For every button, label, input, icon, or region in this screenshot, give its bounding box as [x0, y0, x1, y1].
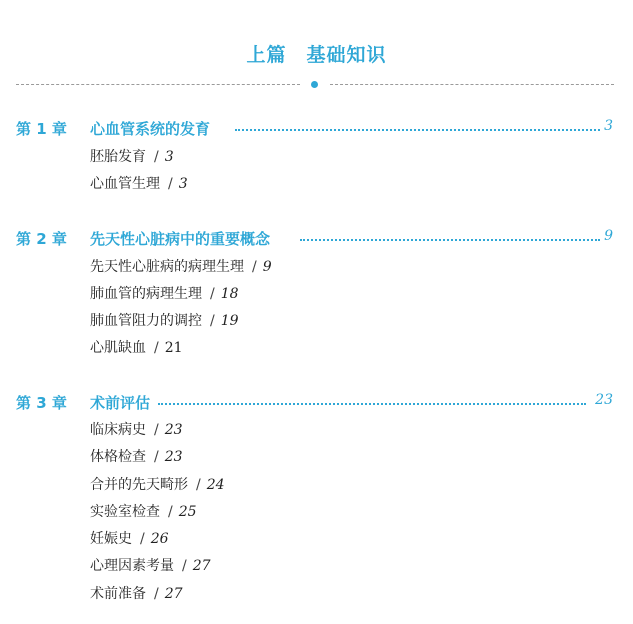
- chapter-page-number: 23: [595, 392, 613, 408]
- toc-entry[interactable]: [90, 256, 272, 276]
- entry-page-number: 3: [164, 149, 174, 165]
- entry-page-number: 24: [206, 477, 225, 493]
- toc-entry[interactable]: [90, 446, 183, 466]
- chapter-1-heading[interactable]: [0, 118, 633, 140]
- dot-leader: [300, 239, 600, 241]
- chapter-page-number: 9: [604, 228, 613, 244]
- entry-page-number: 18: [220, 286, 239, 302]
- toc-entry[interactable]: [90, 419, 183, 439]
- chapter-number: 第 2 章: [16, 230, 67, 248]
- entry-title: 心肌缺血: [90, 340, 146, 356]
- entry-title: 心血管生理: [90, 176, 160, 192]
- entry-separator: /: [154, 340, 159, 356]
- chapter-title: 术前评估: [90, 392, 156, 413]
- toc-entry[interactable]: [90, 146, 174, 166]
- toc-entry[interactable]: [90, 283, 239, 303]
- entry-page-number: 21: [164, 340, 183, 356]
- entry-title: 心理因素考量: [90, 558, 174, 574]
- section-divider: [16, 79, 614, 91]
- entry-page-number: 27: [192, 558, 211, 574]
- entry-page-number: 23: [164, 422, 183, 438]
- chapter-title: 先天性心脏病中的重要概念: [90, 228, 276, 249]
- divider-line-left: [16, 84, 300, 85]
- entry-title: 肺血管的病理生理: [90, 286, 202, 302]
- entry-separator: /: [154, 449, 159, 465]
- entry-separator: /: [210, 286, 215, 302]
- entry-page-number: 25: [178, 504, 197, 520]
- entry-page-number: 9: [262, 259, 272, 275]
- entry-separator: /: [252, 259, 257, 275]
- entry-separator: /: [168, 176, 173, 192]
- entry-separator: /: [168, 504, 173, 520]
- chapter-page-number: 3: [604, 118, 613, 134]
- entry-separator: /: [196, 477, 201, 493]
- chapter-number: 第 3 章: [16, 394, 67, 412]
- entry-separator: /: [182, 558, 187, 574]
- toc-entry[interactable]: [90, 528, 169, 548]
- entry-separator: /: [154, 586, 159, 602]
- entry-title: 肺血管阻力的调控: [90, 313, 202, 329]
- entry-separator: /: [154, 422, 159, 438]
- dot-leader: [235, 129, 600, 131]
- entry-separator: /: [140, 531, 145, 547]
- divider-line-right: [330, 84, 614, 85]
- entry-page-number: 23: [164, 449, 183, 465]
- toc-entry[interactable]: [90, 337, 183, 357]
- divider-dot: [311, 81, 318, 88]
- toc-entry[interactable]: [90, 173, 188, 193]
- entry-separator: /: [154, 149, 159, 165]
- part-title: 上篇 基础知识: [246, 44, 387, 66]
- entry-title: 胚胎发育: [90, 149, 146, 165]
- entry-page-number: 26: [150, 531, 169, 547]
- toc-entry[interactable]: [90, 501, 197, 521]
- toc-entry[interactable]: [90, 474, 225, 494]
- entry-title: 实验室检查: [90, 504, 160, 520]
- entry-title: 术前准备: [90, 586, 146, 602]
- dot-leader: [158, 403, 586, 405]
- entry-separator: /: [210, 313, 215, 329]
- chapter-number: 第 1 章: [16, 120, 67, 138]
- entry-page-number: 27: [164, 586, 183, 602]
- chapter-2-heading[interactable]: [0, 228, 633, 250]
- chapter-title: 心血管系统的发育: [90, 118, 216, 139]
- chapter-3-heading[interactable]: [0, 392, 633, 414]
- entry-page-number: 19: [220, 313, 239, 329]
- toc-entry[interactable]: [90, 583, 183, 603]
- entry-title: 体格检查: [90, 449, 146, 465]
- entry-title: 合并的先天畸形: [90, 477, 188, 493]
- entry-page-number: 3: [178, 176, 188, 192]
- entry-title: 妊娠史: [90, 531, 132, 547]
- toc-entry[interactable]: [90, 310, 239, 330]
- entry-title: 临床病史: [90, 422, 146, 438]
- toc-entry[interactable]: [90, 555, 211, 575]
- entry-title: 先天性心脏病的病理生理: [90, 259, 244, 275]
